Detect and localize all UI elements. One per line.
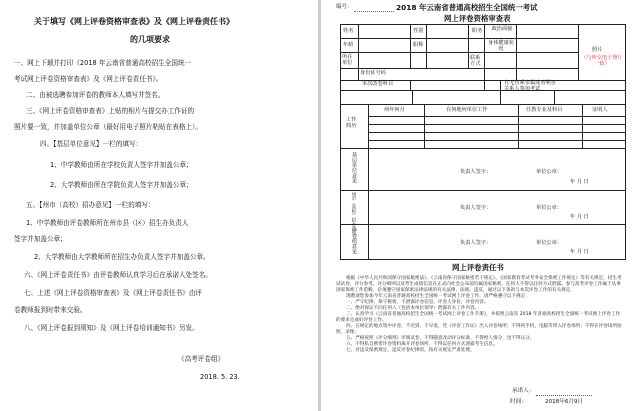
duty-paragraph-1: 根据《中华人民共和国保守国家秘密法》、《云南省保守国家秘密若干规定》、《国家教育考试考务安全保密工作规定》等有关规定，招生考试试卷、评分参考、评分细则以及考生成绩信息在正式向社会公布前均属国家秘密，任何人不得以任何方式泄露。参与高考评卷工作属于从事国家保密工作范畴，必须遵守国家保密法律法规的有关法律、法规。违反，通过以下条款与本次评卷工作的有关规定， — [336, 276, 622, 293]
left-subtitle: 的几项要求 — [130, 35, 170, 44]
col-years: 何年何月 — [384, 107, 405, 113]
duty-paragraph-6: 四、在规定的地点集中评卷，不迟到，不早退，凭《评卷工作证》出入评卷场所；不得将手机、电脑等带入评卷场所；不得在评卷场所拍照、录像； — [336, 323, 622, 335]
form-title-sub: 网上评卷资格审查表 — [444, 14, 511, 23]
serial-label: 编号： — [336, 4, 353, 10]
left-item-2: 二、由被选聘参加评卷的教师本人填写并签名。 — [26, 91, 165, 99]
field-subject: 本次改卷科目 — [362, 81, 394, 87]
promiser-label: 承诺人： — [512, 388, 535, 394]
left-item-5: 五、【州市（高校）招办意见】一栏的填写： — [26, 201, 155, 209]
serial-blank — [354, 11, 394, 12]
field-age: 年龄 — [343, 42, 354, 48]
left-item-8: 八、《网上评卷报到须知》及《网上评卷培训通知书》另发。 — [24, 324, 199, 332]
field-resume: 工作简历 — [346, 117, 357, 129]
left-item-5-2: 2、大学教师由大学教师所在招生办负责人签字并加盖公章。 — [34, 253, 210, 261]
duty-paragraph-8: 六、不得私自携带评卷资料离开评卷场所，不得以任何方式泄露考生信息。 — [346, 341, 498, 347]
duty-letter-body — [336, 276, 624, 354]
left-footer-org: 《高考评卷组》 — [178, 355, 225, 363]
left-item-3b: 照片要一致，并加盖单位公章（最好用电子照片粘贴在表格上）。 — [14, 123, 202, 131]
col-witness: 证明人 — [592, 107, 608, 113]
field-duty: 职务 — [472, 28, 483, 34]
opinion-date-3: 年 月 日 — [570, 249, 589, 255]
form-title-main: 2018 年云南省普通高校招生全国统一考试 — [396, 3, 538, 12]
field-gender: 性别 — [413, 28, 424, 34]
opinion-label-1: 基层单位意见 — [350, 152, 357, 184]
promise-date-label: 时间： — [510, 399, 527, 405]
left-item-5-1b: 签字并加盖公章； — [14, 235, 67, 243]
opinion-date-1: 年 月 日 — [570, 179, 589, 185]
left-item-1: 一、网上下载并打印《2018 年云南省普通高校招生全国统一 — [14, 59, 192, 67]
left-item-4-1: 1、中学教师由所在学校负责人签字并加盖公章； — [50, 161, 193, 169]
opinion-label-2: 州市（高校）招办意见 — [350, 192, 356, 235]
field-id-number: 身份证号码 — [360, 70, 386, 76]
duty-paragraph-3: 一、严守纪律，保守秘密，不泄露评卷信息，评卷人身份，评卷内容。 — [346, 299, 489, 305]
duty-paragraph-2: 现聘请您参加今年云南省普通高校招生全国统一考试网上评卷工作，请严格遵守以下规定： — [346, 293, 530, 299]
duty-paragraph-5: 三、认真学习《云南省普通高校招生全国统一考试网上评卷工作手册》，并按照云南省 2018 年普通高校招生全国统一考试网上评卷工作的要求完成好评卷工作。 — [336, 311, 621, 323]
field-politics: 政治面貌 — [491, 26, 513, 32]
photo-label: 照片 — [592, 47, 603, 53]
field-contact: 联系方式 — [470, 55, 481, 67]
left-item-4-2: 2、大学教师由所在学院负责人签字并加盖公章； — [50, 181, 193, 189]
col-unit-dept: 在何地何单位工作 — [446, 107, 488, 113]
opinion-seal-1: 单位公章： — [536, 169, 562, 175]
left-item-1b: 考试网上评卷资格审查表》及《网上评卷责任书》。 — [14, 75, 163, 83]
promise-date-value: 2018年6月9日 — [545, 399, 584, 405]
left-item-3: 三、《网上评卷资格审查表》上贴的相片与提交办工作证的 — [26, 107, 195, 115]
opinion-date-2: 年 月 日 — [570, 214, 589, 220]
left-item-5-1: 1、中学教师由评卷教师所在州市县（区）招生办负责人 — [26, 219, 189, 227]
duty-paragraph-9: 七、对违反保密规定，违反评卷纪律的，按有关规定严肃处理。 — [346, 347, 475, 353]
field-title: 职称 — [413, 42, 424, 48]
left-item-7b: 卷教师报到时带来交验。 — [14, 306, 87, 314]
opinion-seal-2: 单位公章： — [536, 205, 562, 211]
left-item-7: 七、上述《网上评卷资格审查表》及《网上评卷责任书》由评 — [24, 289, 203, 297]
field-health: 身体健康状况 — [488, 40, 514, 52]
duty-letter-title: 网上评卷责任书 — [452, 263, 504, 272]
duty-paragraph-4: 二、绝对保证不向任何人（包括本单位领导）泄露有关工作内容。 — [346, 305, 480, 311]
duty-paragraph-7: 五、严格按照《评分细则》评阅试卷，不得随意改动评分标准，不得给人情分，也不得压分。 — [346, 335, 535, 341]
field-name: 姓名 — [343, 28, 354, 34]
left-footer-date: 2018. 5. 23. — [200, 373, 240, 381]
opinion-signer-2: 负责人签字： — [460, 205, 492, 211]
left-title: 关于填写《网上评卷资格审查表》及《网上评卷责任书》 — [34, 17, 234, 26]
promiser-signature-line — [536, 395, 592, 396]
opinion-label-3: 评卷组意见 — [350, 228, 357, 254]
field-work-unit: 所在单位 — [342, 54, 353, 66]
photo-note: （与所交电子照片一致） — [581, 55, 623, 67]
left-item-4: 四、【基层单位意见】一栏的填写： — [40, 140, 143, 148]
qualification-form-table — [340, 24, 626, 260]
col-position: 任教专业及科目 — [526, 107, 563, 113]
document-left-page — [0, 0, 318, 411]
field-exam-relatives: 有无直系亲属或者利害关系人参加考试 — [504, 80, 556, 92]
opinion-signer-1: 负责人签字： — [460, 169, 492, 175]
left-item-6: 六、《网上评卷责任书》由评卷教师认真学习后在承诺人处签名。 — [24, 271, 212, 279]
opinion-seal-3: 单位公章： — [536, 240, 562, 246]
opinion-signer-3: 负责人签字： — [460, 240, 492, 246]
